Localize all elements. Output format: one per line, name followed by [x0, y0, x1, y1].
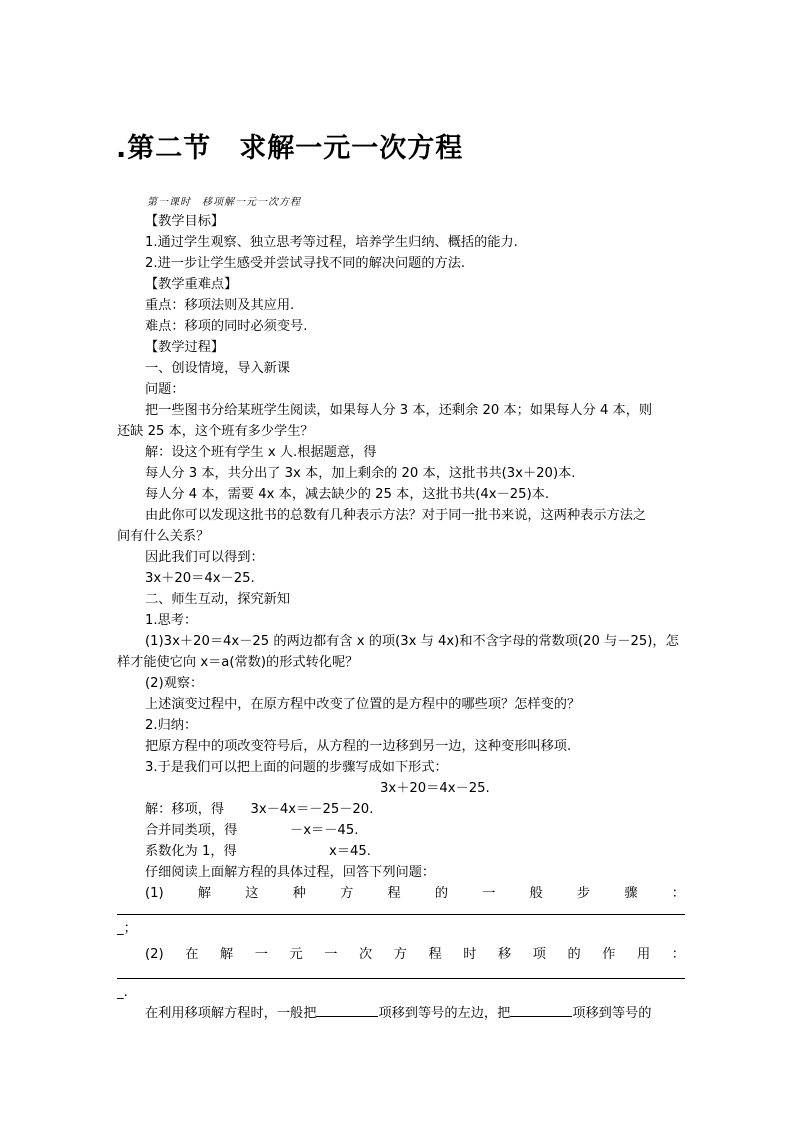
paragraph: 2.归纳：	[145, 718, 198, 733]
fill-in-sentence: 在利用移项解方程时，一般把 项移到等号的左边，把 项移到等号的	[145, 1002, 651, 1024]
paragraph: 样才能使它向 x＝a(常数)的形式转化呢？	[117, 655, 359, 670]
lesson-subtitle: 第一课时 移项解一元一次方程	[147, 197, 301, 208]
equation: 3x＋20＝4x－25.	[380, 781, 490, 796]
paragraph: (2)观察：	[145, 676, 204, 691]
page-title: .第二节 求解一元一次方程	[116, 133, 464, 164]
paragraph: 每人分 3 本，共分出了 3x 本，加上剩余的 20 本，这批书共(3x＋20)本.	[145, 466, 576, 481]
goal-item: 2.进一步让学生感受并尝试寻找不同的解决问题的方法.	[145, 256, 466, 271]
equation: 3x＋20＝4x－25.	[145, 571, 255, 586]
answer-line	[117, 914, 685, 915]
section-heading-process: 【教学过程】	[145, 340, 225, 355]
paragraph: (1)3x＋20＝4x－25 的两边都有含 x 的项(3x 与 4x)和不含字母的常数项(20 与－25)，怎	[145, 634, 679, 649]
solution-step: 系数化为 1，得 x＝45.	[145, 844, 371, 859]
section-heading-goals: 【教学目标】	[145, 214, 225, 229]
paragraph: 把原方程中的项改变符号后，从方程的一边移到另一边，这种变形叫移项.	[145, 739, 572, 754]
fill-blank[interactable]	[510, 1002, 572, 1017]
paragraph: 1.思考：	[145, 613, 198, 628]
answer-end: _.	[117, 985, 128, 1000]
difficult-point: 难点：移项的同时必须变号.	[145, 319, 308, 334]
paragraph: 因此我们可以得到：	[145, 550, 264, 565]
paragraph: 上述演变过程中，在原方程中改变了位置的是方程中的哪些项？怎样变的？	[145, 697, 581, 712]
paragraph: 仔细阅读上面解方程的具体过程，回答下列问题：	[145, 865, 436, 880]
subsection-heading: 二、师生互动，探究新知	[145, 592, 291, 607]
paragraph: 每人分 4 本，需要 4x 本，减去缺少的 25 本，这批书共(4x－25)本.	[145, 487, 550, 502]
section-heading-key-points: 【教学重难点】	[145, 277, 238, 292]
paragraph: 3.于是我们可以把上面的问题的步骤写成如下形式：	[145, 760, 448, 775]
solution-step: 合并同类项，得 －x＝－45.	[145, 823, 359, 838]
paragraph: 把一些图书分给某班学生阅读，如果每人分 3 本，还剩余 20 本；如果每人分 4 本，则	[145, 403, 653, 418]
fill-blank[interactable]	[316, 1002, 378, 1017]
question-2: (2) 在 解 一 元 一 次 方 程 时 移 项 的 作 用 ：	[145, 947, 685, 962]
goal-item: 1.通过学生观察、独立思考等过程，培养学生归纳、概括的能力.	[145, 235, 518, 250]
paragraph: 解：设这个班有学生 x 人.根据题意，得	[145, 445, 377, 460]
question-1: (1) 解 这 种 方 程 的 一 般 步 骤 ：	[145, 886, 685, 901]
key-point: 重点：移项法则及其应用.	[145, 298, 295, 313]
subsection-heading: 一、创设情境，导入新课	[145, 361, 291, 376]
solution-step: 解：移项，得 3x－4x＝－25－20.	[145, 802, 374, 817]
paragraph: 问题：	[145, 382, 185, 397]
paragraph: 由此你可以发现这批书的总数有几种表示方法？对于同一批书来说，这两种表示方法之	[145, 508, 647, 523]
answer-line	[117, 978, 685, 979]
answer-end: _；	[117, 921, 137, 936]
paragraph: 间有什么关系？	[117, 529, 210, 544]
paragraph: 还缺 25 本，这个班有多少学生？	[117, 424, 314, 439]
